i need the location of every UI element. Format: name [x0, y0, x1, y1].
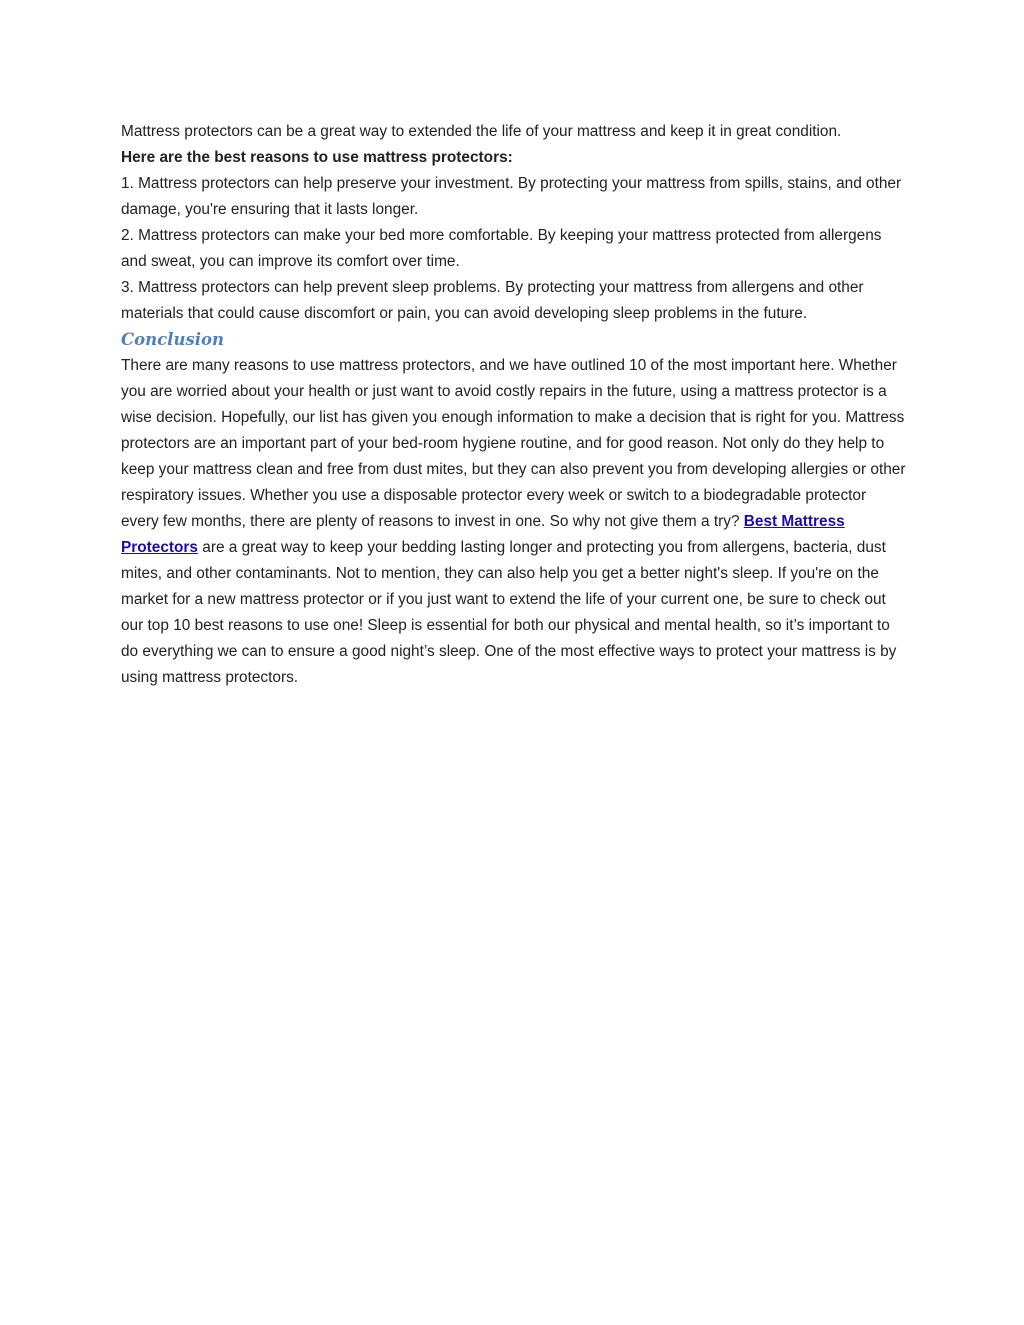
intro-paragraph: Mattress protectors can be a great way to extended the life of your mattress and keep it in great condition.	[121, 123, 842, 140]
reason-item-1: 1. Mattress protectors can help preserve your investment. By protecting your mattress from spills, stains, and other damage, you're ensuring that it lasts longer.	[121, 175, 902, 218]
best-mattress-protectors-link[interactable]: Best Mattress Protectors	[121, 513, 845, 556]
reason-item-3: 3. Mattress protectors can help prevent sleep problems. By protecting your mattress from allergens and other materials that could cause discomfort or pain, you can avoid developing sleep problems in the future.	[121, 279, 864, 322]
conclusion-text-before-link: There are many reasons to use mattress protectors, and we have outlined 10 of the most important here. Whether you are worried about your health or just want to avoid costly repairs in the future, using a mattress protector is a wise decision. Hopefully, our list has given you enough information to make a decision that is right for you. Mattress protectors are an important part of your bed-room hygiene routine, and for good reason. Not only do they help to keep your mattress clean and free from dust mites, but they can also prevent you from developing allergies or other respiratory issues. Whether you use a disposable protector every week or switch to a biodegradable protector every few months, there are plenty of reasons to invest in one. So why not give them a try?	[121, 357, 906, 530]
reason-item-2: 2. Mattress protectors can make your bed more comfortable. By keeping your mattress protected from allergens and sweat, you can improve its comfort over time.	[121, 227, 882, 270]
conclusion-heading: Conclusion	[121, 330, 225, 349]
conclusion-paragraph	[121, 353, 906, 691]
conclusion-text-after-link: are a great way to keep your bedding lasting longer and protecting you from allergens, bacteria, dust mites, and other contaminants. Not to mention, they can also help you get a better night's sleep. If you're on the market for a new mattress protector or if you just want to extend the life of your current one, be sure to check out our top 10 best reasons to use one! Sleep is essential for both our physical and mental health, so it’s important to do everything we can to ensure a good night’s sleep. One of the most effective ways to protect your mattress is by using mattress protectors.	[121, 539, 897, 686]
document-page	[121, 119, 906, 691]
reasons-lead-heading: Here are the best reasons to use mattress protectors:	[121, 149, 513, 166]
